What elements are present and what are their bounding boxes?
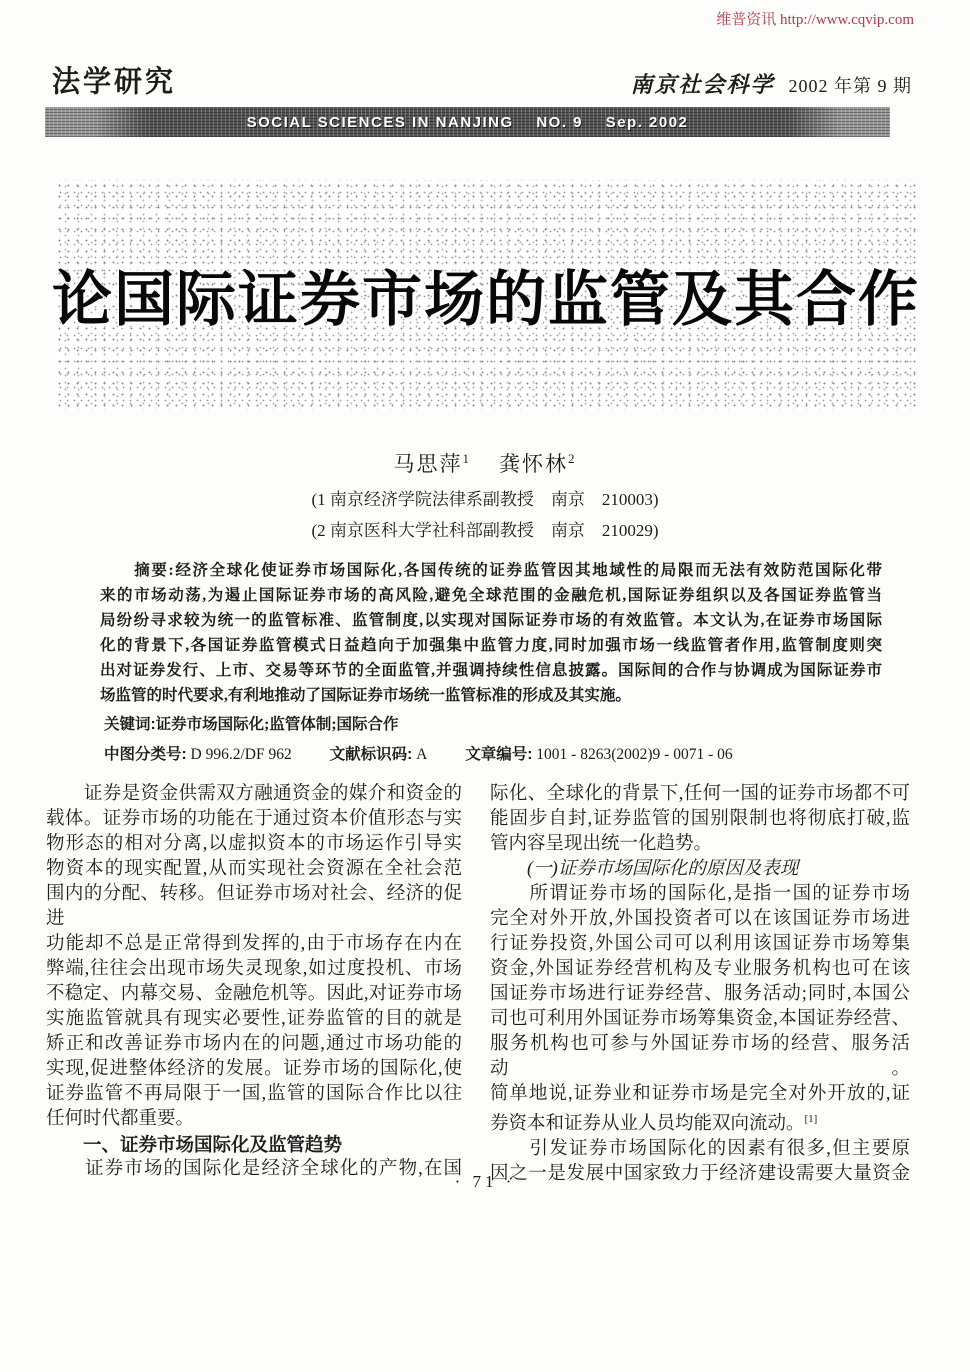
clc-value: D 996.2/DF 962 bbox=[190, 746, 292, 763]
keywords-text: 证券市场国际化;监管体制;国际合作 bbox=[155, 716, 399, 733]
text-line: 功能却不总是正常得到发挥的,由于市场存在内在 bbox=[46, 934, 462, 954]
text-line: 司也可利用外国证券市场筹集资金,本国证券经营、 bbox=[490, 1009, 910, 1029]
text-line: 证券监管不再局限于一国,监管的国际合作比以往 bbox=[46, 1084, 462, 1104]
text-line: 际化、全球化的背景下,任何一国的证券市场都不可 bbox=[490, 784, 910, 804]
meta-row bbox=[104, 742, 882, 764]
text-line: (一)证券市场国际化的原因及表现 bbox=[490, 859, 799, 879]
keywords-label: 关键词: bbox=[104, 716, 156, 733]
author-affiliation-mark: 2 bbox=[568, 451, 577, 466]
issue-label: 2002 年第 9 期 bbox=[788, 76, 912, 96]
author-name: 马思萍$^1$ bbox=[393, 451, 471, 476]
clc-label: 中图分类号: bbox=[104, 746, 187, 763]
text-line: 资金,外国证券经营机构及专业服务机构也可在该 bbox=[490, 959, 910, 979]
text-line: 所谓证券市场的国际化,是指一国的证券市场 bbox=[490, 884, 910, 904]
text-line: 物资本的现实配置,从而实现社会资源在全社会范 bbox=[46, 859, 462, 879]
cqvip-watermark: 维普资讯 http://www.cqvip.com bbox=[716, 12, 914, 28]
text-line: 弊端,往往会出现市场失灵现象,如过度投机、市场 bbox=[46, 959, 462, 979]
page-number: · 71 · bbox=[454, 1172, 516, 1191]
article-id-value: 1001 - 8263(2002)9 - 0071 - 06 bbox=[536, 746, 733, 763]
affiliation-list bbox=[0, 484, 970, 546]
keywords-row bbox=[104, 712, 882, 734]
text-line: 来的市场动荡,为遏止国际证券市场的高风险,避免全球范围的金融危机,国际证券组织以及各国证券监管当 bbox=[100, 587, 882, 604]
text-line: 载体。证券市场的功能在于通过资本价值形态与实 bbox=[46, 809, 462, 829]
text-line: 引发证券市场国际化的因素有很多,但主要原 bbox=[490, 1139, 910, 1160]
text-line: 一、证券市场国际化及监管趋势 bbox=[46, 1134, 343, 1155]
page-header bbox=[52, 60, 912, 100]
clc-pair bbox=[104, 746, 292, 763]
text-line: 出对证券发行、上市、交易等环节的全面监管,并强调持续性信息披露。国际间的合作与协调成为国际证券市 bbox=[100, 662, 882, 679]
author-name: 龚怀林$^2$ bbox=[499, 451, 577, 476]
doc-code-pair bbox=[330, 746, 428, 763]
column-title: 法学研究 bbox=[52, 66, 177, 99]
doc-code-value: A bbox=[416, 746, 428, 763]
text-line: 证券市场的国际化是经济全球化的产物,在国 bbox=[46, 1159, 462, 1179]
footnote-ref: [1] bbox=[804, 1113, 818, 1125]
article-id-label: 文章编号: bbox=[465, 746, 533, 763]
text-line: 围内的分配、转移。但证券市场对社会、经济的促进 bbox=[46, 884, 462, 929]
text-line: 因之一是发展中国家致力于经济建设需要大量资金 bbox=[490, 1164, 910, 1185]
author-affiliation-mark: 1 bbox=[462, 451, 471, 466]
abstract-section bbox=[100, 558, 882, 708]
text-line: 矫正和改善证券市场内在的问题,通过市场功能的 bbox=[46, 1034, 462, 1054]
journal-name: 南京社会科学 bbox=[630, 72, 775, 97]
text-line: 实施监管就具有现实必要性,证券监管的目的就是 bbox=[46, 1009, 462, 1029]
doc-code-label: 文献标识码: bbox=[329, 746, 413, 763]
affiliation-line: (1 南京经济学院法律系副教授 南京 210003) bbox=[311, 490, 659, 509]
text-line: 券资本和证券从业人员均能双向流动。[1] bbox=[490, 1113, 818, 1135]
article-id-pair bbox=[465, 746, 732, 763]
right-column bbox=[490, 782, 910, 1187]
text-line: 管内容呈现出统一化趋势。 bbox=[490, 834, 713, 854]
text-line: 完全对外开放,外国投资者可以在该国证券市场进 bbox=[490, 909, 910, 929]
title-block bbox=[52, 180, 920, 410]
text-line: 服务机构也可参与外国证券市场的经营、服务活动。 bbox=[490, 1034, 910, 1079]
text-line: 能固步自封,证券监管的国别限制也将彻底打破,监 bbox=[490, 809, 910, 829]
text-line: 任何时代都重要。 bbox=[46, 1109, 195, 1129]
journal-banner bbox=[45, 107, 890, 137]
text-line: 物形态的相对分离,以虚拟资本的市场运作引导实 bbox=[46, 834, 462, 854]
banner-text: SOCIAL SCIENCES IN NANJING NO. 9 Sep. 2002 bbox=[246, 113, 689, 131]
article-title: 论国际证券市场的监管及其合作 bbox=[52, 266, 920, 333]
text-line: 场监管的时代要求,有利地推动了国际证券市场统一监管标准的形成及其实施。 bbox=[100, 687, 631, 704]
text-line: 证券是资金供需双方融通资金的媒介和资金的 bbox=[46, 784, 462, 804]
text-line: 局纷纷寻求较为统一的监管标准、监管制度,以实现对国际证券市场的有效监管。本文认为,在证券市场国际 bbox=[100, 612, 882, 629]
text-line: 化的背景下,各国证券监管模式日益趋向于加强集中监管力度,同时加强市场一线监管者作用,监管制度则突 bbox=[100, 637, 882, 654]
journal-issue-info bbox=[630, 68, 912, 99]
text-line: 行证券投资,外国公司可以利用该国证券市场筹集 bbox=[490, 934, 910, 954]
text-line: 简单地说,证券业和证券市场是完全对外开放的,证 bbox=[490, 1084, 910, 1104]
author-list bbox=[0, 448, 970, 478]
text-line: 实现,促进整体经济的发展。证券市场的国际化,使 bbox=[46, 1059, 462, 1079]
affiliation-line: (2 南京医科大学社科部副教授 南京 210029) bbox=[311, 521, 659, 540]
left-column bbox=[46, 782, 462, 1182]
text-line: 不稳定、内幕交易、金融危机等。因此,对证券市场 bbox=[46, 984, 462, 1004]
text-line: 国证券市场进行证券经营、服务活动;同时,本国公 bbox=[490, 984, 910, 1004]
text-line: 摘要:经济全球化使证券市场国际化,各国传统的证券监管因其地域性的局限而无法有效防范国际化带 bbox=[100, 562, 882, 579]
